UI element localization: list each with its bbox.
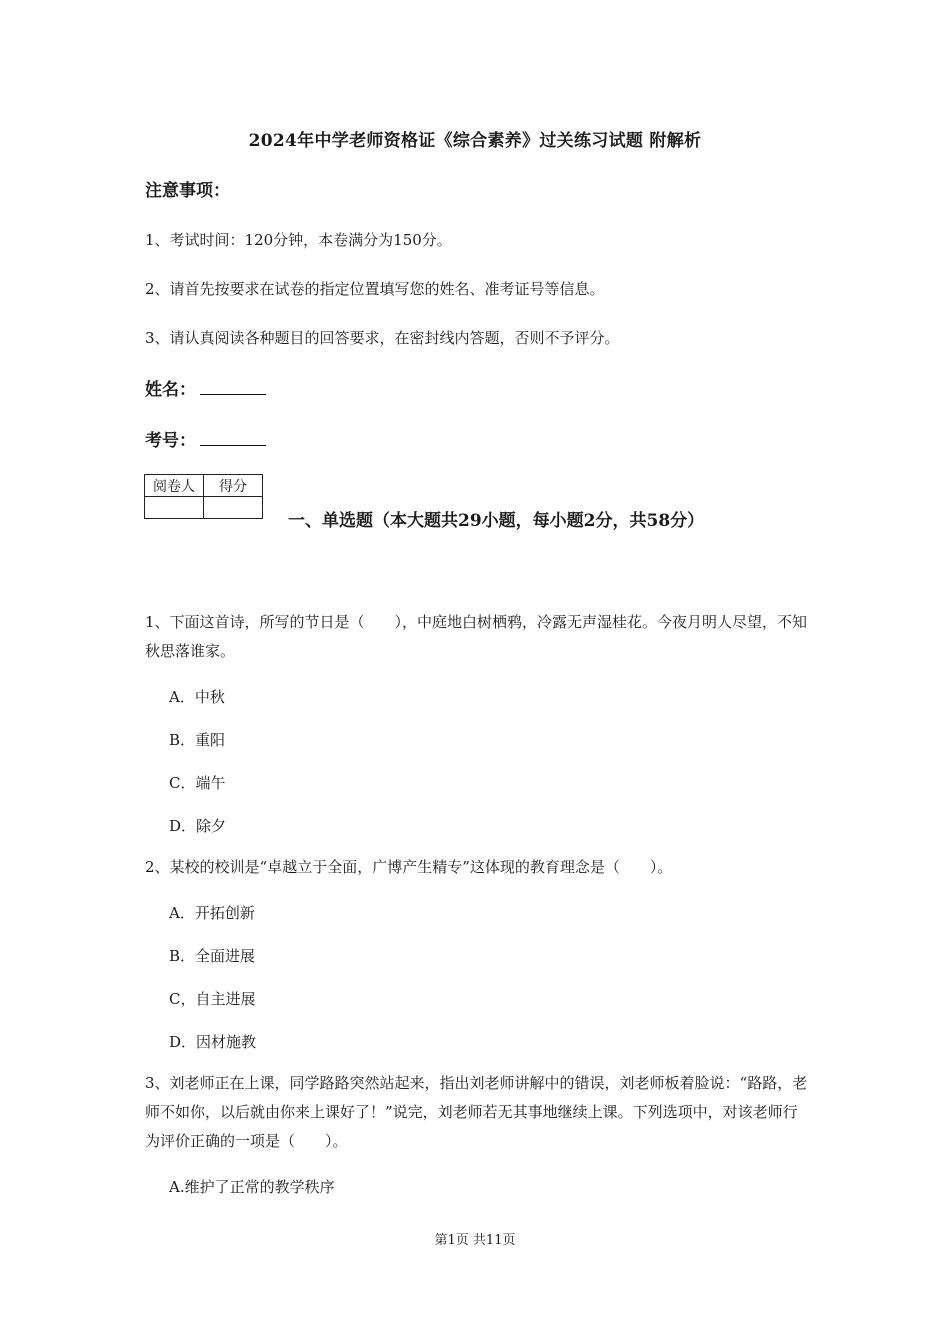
question-1-option-d: D．除夕 <box>169 817 227 835</box>
name-field <box>145 375 266 400</box>
id-label: 考号： <box>145 431 196 451</box>
page-footer: 第1页 共11页 <box>434 1233 516 1248</box>
score-cell <box>204 497 263 519</box>
question-1-option-b: B．重阳 <box>169 731 226 749</box>
question-1: 1、下面这首诗，所写的节日是（ ），中庭地白树栖鸦，冷露无声湿桂花。今夜月明人尽望，不知秋思落谁家。 <box>145 613 808 660</box>
grader-cell <box>145 497 204 519</box>
question-2: 2、某校的校训是“卓越立于全面，广博产生精专”这体现的教育理念是（ ）。 <box>145 858 673 876</box>
grader-table <box>144 474 263 519</box>
name-blank-line <box>200 377 266 395</box>
notice-heading: 注意事项： <box>145 181 230 201</box>
score-header: 得分 <box>204 475 263 497</box>
question-1-option-c: C．端午 <box>169 774 226 792</box>
notice-item: 2、请首先按要求在试卷的指定位置填写您的姓名、准考证号等信息。 <box>145 280 605 298</box>
name-label: 姓名： <box>145 380 196 400</box>
question-3: 3、刘老师正在上课，同学路路突然站起来，指出刘老师讲解中的错误，刘老师板着脸说：“路路，老师不如你，以后就由你来上课好了！”说完，刘老师若无其事地继续上课。下列选项中，对该老师行为评价正确的一项是（ ）。 <box>145 1074 808 1150</box>
question-3-option-a: A.维护了正常的教学秩序 <box>169 1178 335 1196</box>
grader-header: 阅卷人 <box>145 475 204 497</box>
id-field <box>145 426 266 451</box>
document-title: 2024年中学老师资格证《综合素养》过关练习试题 附解析 <box>248 131 702 151</box>
id-blank-line <box>200 428 266 446</box>
question-1-option-a: A．中秋 <box>169 688 225 706</box>
notice-item: 3、请认真阅读各种题目的回答要求，在密封线内答题，否则不予评分。 <box>145 329 620 347</box>
section-title: 一、单选题（本大题共29小题，每小题2分，共58分） <box>288 511 705 531</box>
question-2-option-d: D．因材施教 <box>169 1033 257 1051</box>
question-2-option-b: B．全面进展 <box>169 947 256 965</box>
question-2-option-c: C，自主进展 <box>169 990 256 1008</box>
question-2-option-a: A．开拓创新 <box>169 904 255 922</box>
notice-item: 1、考试时间：120分钟，本卷满分为150分。 <box>145 231 452 249</box>
